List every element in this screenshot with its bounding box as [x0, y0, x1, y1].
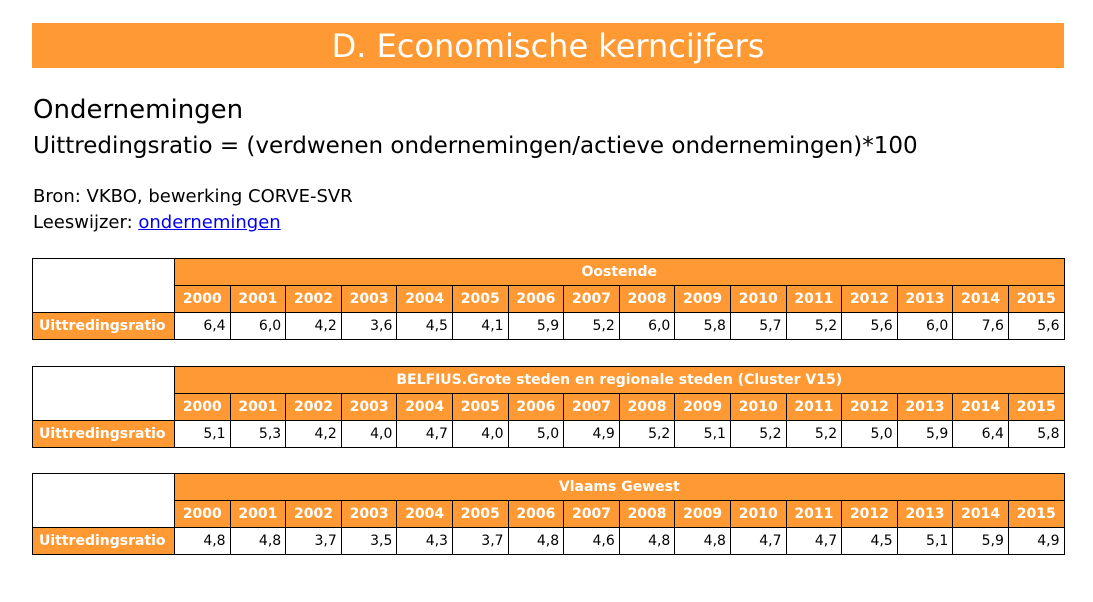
value-cell: 4,5 [842, 528, 898, 555]
value-cell: 5,9 [508, 313, 564, 340]
year-header-cell: 2006 [508, 286, 564, 313]
reader-guide-link[interactable]: ondernemingen [138, 212, 281, 233]
table-row [33, 528, 1065, 555]
year-header-row [33, 286, 1065, 313]
year-header-cell: 2013 [897, 394, 953, 421]
year-header-cell: 2011 [786, 501, 842, 528]
banner-title: D. Economische kerncijfers [331, 27, 765, 65]
year-header-cell: 2014 [953, 286, 1009, 313]
year-header-cell: 2007 [564, 501, 620, 528]
value-cell: 4,8 [230, 528, 286, 555]
value-cell: 5,8 [1008, 421, 1064, 448]
year-header-cell: 2000 [175, 394, 231, 421]
table-corner [33, 367, 175, 421]
year-header-cell: 2003 [341, 394, 397, 421]
year-header-cell: 2010 [730, 394, 786, 421]
year-header-cell: 2008 [619, 394, 675, 421]
region-title: Vlaams Gewest [175, 474, 1065, 501]
year-header-cell: 2011 [786, 394, 842, 421]
year-header-cell: 2008 [619, 501, 675, 528]
year-header-cell: 2004 [397, 394, 453, 421]
value-cell: 5,1 [175, 421, 231, 448]
value-cell: 4,3 [397, 528, 453, 555]
value-cell: 4,7 [730, 528, 786, 555]
value-cell: 5,2 [564, 313, 620, 340]
row-label: Uittredingsratio [33, 313, 175, 340]
value-cell: 5,1 [897, 528, 953, 555]
year-header-cell: 2007 [564, 394, 620, 421]
row-label: Uittredingsratio [33, 421, 175, 448]
value-cell: 3,5 [341, 528, 397, 555]
year-header-cell: 2001 [230, 501, 286, 528]
region-title: BELFIUS.Grote steden en regionale steden (Cluster V15) [175, 367, 1065, 394]
year-header-cell: 2011 [786, 286, 842, 313]
year-header-cell: 2012 [842, 394, 898, 421]
reader-guide-label: Leeswijzer: [33, 212, 139, 233]
year-header-cell: 2003 [341, 286, 397, 313]
value-cell: 4,8 [175, 528, 231, 555]
year-header-cell: 2007 [564, 286, 620, 313]
value-cell: 4,8 [675, 528, 731, 555]
table-row [33, 313, 1065, 340]
region-title: Oostende [175, 259, 1065, 286]
value-cell: 5,2 [786, 313, 842, 340]
year-header-cell: 2004 [397, 501, 453, 528]
table-row [33, 421, 1065, 448]
year-header-cell: 2005 [452, 501, 508, 528]
year-header-cell: 2013 [897, 286, 953, 313]
table-corner [33, 474, 175, 528]
value-cell: 7,6 [953, 313, 1009, 340]
year-header-cell: 2002 [286, 501, 342, 528]
year-header-cell: 2014 [953, 501, 1009, 528]
value-cell: 5,0 [842, 421, 898, 448]
value-cell: 5,6 [842, 313, 898, 340]
table-corner [33, 259, 175, 313]
region-table-2 [32, 473, 1065, 555]
value-cell: 5,0 [508, 421, 564, 448]
value-cell: 5,2 [786, 421, 842, 448]
year-header-cell: 2008 [619, 286, 675, 313]
value-cell: 5,3 [230, 421, 286, 448]
value-cell: 4,8 [508, 528, 564, 555]
year-header-row [33, 394, 1065, 421]
value-cell: 4,2 [286, 421, 342, 448]
source-text: Bron: VKBO, bewerking CORVE-SVR [33, 186, 353, 207]
year-header-cell: 2009 [675, 394, 731, 421]
year-header-cell: 2013 [897, 501, 953, 528]
year-header-cell: 2015 [1008, 394, 1064, 421]
year-header-cell: 2003 [341, 501, 397, 528]
value-cell: 5,7 [730, 313, 786, 340]
year-header-cell: 2014 [953, 394, 1009, 421]
region-table-0 [32, 258, 1065, 340]
value-cell: 4,2 [286, 313, 342, 340]
year-header-cell: 2001 [230, 286, 286, 313]
value-cell: 4,0 [452, 421, 508, 448]
year-header-cell: 2005 [452, 286, 508, 313]
value-cell: 5,9 [953, 528, 1009, 555]
row-label: Uittredingsratio [33, 528, 175, 555]
value-cell: 4,0 [341, 421, 397, 448]
value-cell: 4,9 [564, 421, 620, 448]
value-cell: 4,7 [786, 528, 842, 555]
value-cell: 5,8 [675, 313, 731, 340]
year-header-cell: 2006 [508, 394, 564, 421]
year-header-cell: 2000 [175, 286, 231, 313]
value-cell: 6,4 [953, 421, 1009, 448]
reader-guide [33, 211, 281, 235]
section-heading: Ondernemingen [33, 95, 244, 125]
value-cell: 4,7 [397, 421, 453, 448]
value-cell: 3,7 [452, 528, 508, 555]
value-cell: 6,0 [619, 313, 675, 340]
year-header-cell: 2010 [730, 501, 786, 528]
value-cell: 5,6 [1008, 313, 1064, 340]
page-banner [32, 23, 1064, 68]
year-header-cell: 2004 [397, 286, 453, 313]
year-header-cell: 2001 [230, 394, 286, 421]
year-header-row [33, 501, 1065, 528]
value-cell: 4,9 [1008, 528, 1064, 555]
year-header-cell: 2010 [730, 286, 786, 313]
value-cell: 4,5 [397, 313, 453, 340]
year-header-cell: 2006 [508, 501, 564, 528]
year-header-cell: 2005 [452, 394, 508, 421]
value-cell: 5,9 [897, 421, 953, 448]
year-header-cell: 2015 [1008, 501, 1064, 528]
value-cell: 5,2 [730, 421, 786, 448]
year-header-cell: 2012 [842, 286, 898, 313]
value-cell: 5,1 [675, 421, 731, 448]
value-cell: 4,8 [619, 528, 675, 555]
value-cell: 4,6 [564, 528, 620, 555]
value-cell: 3,7 [286, 528, 342, 555]
formula-text: Uittredingsratio = (verdwenen ondernemingen/actieve ondernemingen)*100 [33, 133, 918, 159]
year-header-cell: 2009 [675, 286, 731, 313]
year-header-cell: 2000 [175, 501, 231, 528]
value-cell: 6,4 [175, 313, 231, 340]
year-header-cell: 2002 [286, 286, 342, 313]
value-cell: 6,0 [897, 313, 953, 340]
year-header-cell: 2002 [286, 394, 342, 421]
value-cell: 3,6 [341, 313, 397, 340]
year-header-cell: 2009 [675, 501, 731, 528]
value-cell: 6,0 [230, 313, 286, 340]
year-header-cell: 2012 [842, 501, 898, 528]
value-cell: 4,1 [452, 313, 508, 340]
year-header-cell: 2015 [1008, 286, 1064, 313]
value-cell: 5,2 [619, 421, 675, 448]
region-table-1 [32, 366, 1065, 448]
